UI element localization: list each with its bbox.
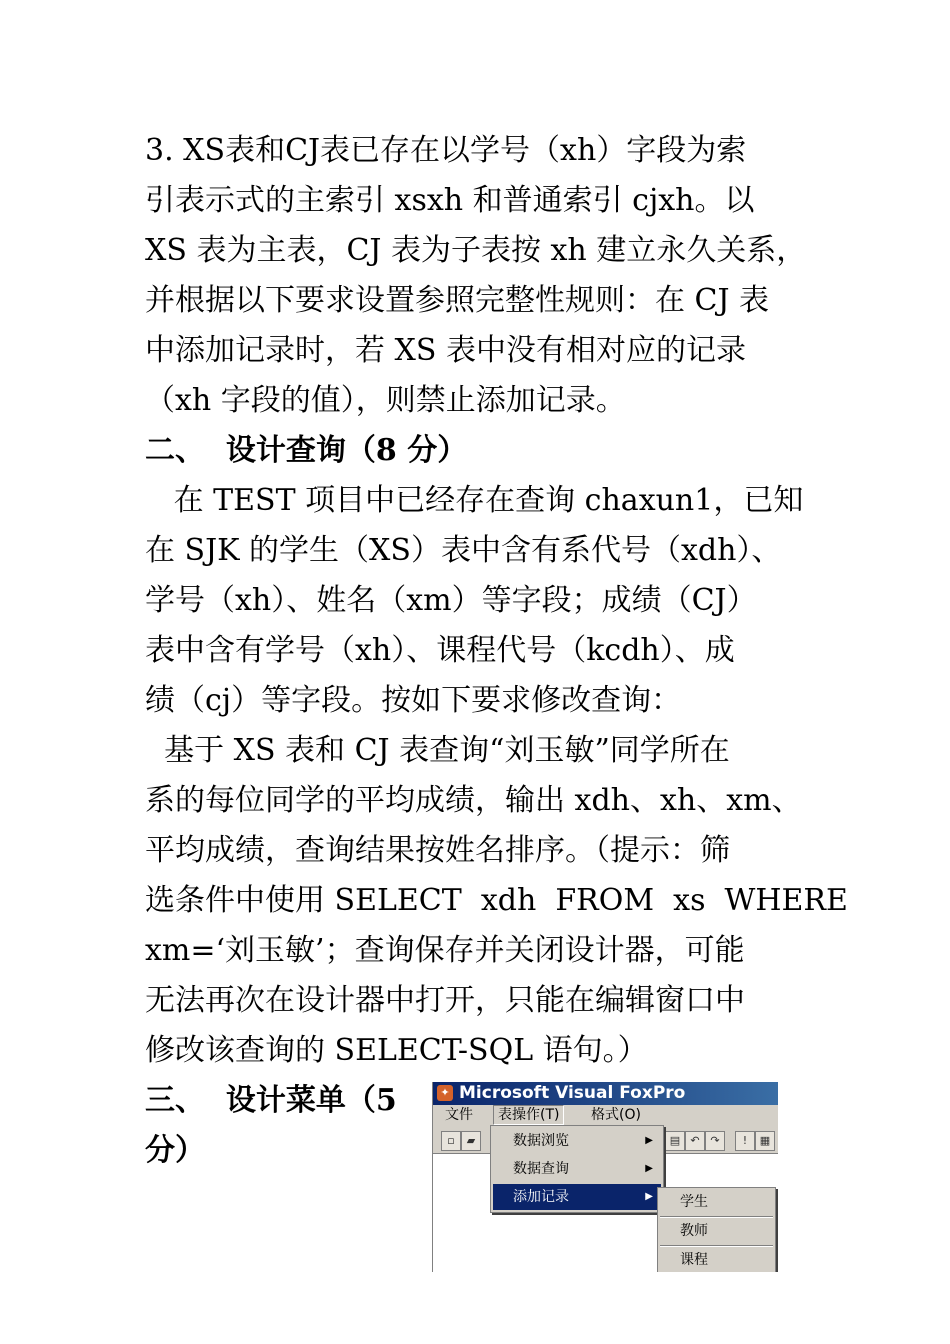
window-title: Microsoft Visual FoxPro xyxy=(459,1083,686,1103)
text-line: 表中含有学号（xh）、课程代号（kcdh）、成 xyxy=(145,633,735,668)
table-ops-dropdown xyxy=(490,1125,664,1213)
text-line: 无法再次在设计器中打开，只能在编辑窗口中 xyxy=(145,983,745,1018)
menu-format[interactable]: 格式(O) xyxy=(591,1107,641,1123)
text-line: 系的每位同学的平均成绩，输出 xdh、xh、xm、 xyxy=(145,783,802,818)
menu-table-ops[interactable]: 表操作(T) xyxy=(493,1105,564,1125)
menu-item-label: 数据浏览 xyxy=(513,1133,569,1149)
window-titlebar xyxy=(433,1082,778,1105)
submenu-item-teacher[interactable] xyxy=(660,1217,773,1245)
menu-item-add-record[interactable] xyxy=(493,1184,661,1210)
text-line: 绩（cj）等字段。按如下要求修改查询： xyxy=(145,683,682,718)
submenu-item-label: 学生 xyxy=(680,1194,708,1210)
submenu-arrow-icon: ▶ xyxy=(645,1135,653,1146)
new-file-icon[interactable]: ▫ xyxy=(441,1131,461,1151)
undo-icon[interactable]: ↶ xyxy=(685,1131,705,1151)
text-line: 基于 XS 表和 CJ 表查询“刘玉敏”同学所在 xyxy=(145,733,730,768)
section-heading-menu: 三、 设计菜单（5 xyxy=(145,1083,397,1118)
foxpro-screenshot xyxy=(432,1082,778,1272)
submenu-item-label: 课程 xyxy=(680,1252,708,1268)
menu-file[interactable]: 文件 xyxy=(445,1107,473,1123)
text-line: 学号（xh）、姓名（xm）等字段；成绩（CJ） xyxy=(145,583,757,618)
menu-item-browse[interactable] xyxy=(493,1128,661,1154)
text-line: 3. XS表和CJ表已存在以学号（xh）字段为索 xyxy=(145,133,747,168)
menu-item-label: 添加记录 xyxy=(513,1189,569,1205)
menubar xyxy=(433,1105,778,1125)
text-line: （xh 字段的值），则禁止添加记录。 xyxy=(145,383,626,418)
foxpro-logo-icon: ✦ xyxy=(437,1085,453,1101)
submenu-item-course[interactable] xyxy=(660,1246,773,1272)
submenu-arrow-icon: ▶ xyxy=(645,1191,653,1202)
redo-icon[interactable]: ↷ xyxy=(705,1131,725,1151)
text-line: 在 TEST 项目中已经存在查询 chaxun1，已知 xyxy=(145,483,804,518)
print-icon[interactable]: ▤ xyxy=(665,1131,685,1151)
submenu-item-label: 教师 xyxy=(680,1223,708,1239)
run-icon[interactable]: ! xyxy=(735,1131,755,1151)
text-line: 平均成绩，查询结果按姓名排序。（提示：筛 xyxy=(145,833,730,868)
menu-item-query[interactable] xyxy=(493,1156,661,1182)
submenu-arrow-icon: ▶ xyxy=(645,1163,653,1174)
text-line: 并根据以下要求设置参照完整性规则：在 CJ 表 xyxy=(145,283,770,318)
add-record-submenu xyxy=(657,1187,776,1272)
text-line: 中添加记录时，若 XS 表中没有相对应的记录 xyxy=(145,333,746,368)
text-line: 修改该查询的 SELECT-SQL 语句。） xyxy=(145,1033,648,1068)
section-heading-query: 二、 设计查询（8 分） xyxy=(145,433,468,468)
modify-icon[interactable]: ▦ xyxy=(755,1131,775,1151)
text-line: 在 SJK 的学生（XS）表中含有系代号（xdh）、 xyxy=(145,533,782,568)
open-folder-icon[interactable]: ▰ xyxy=(461,1131,481,1151)
section-heading-menu-cont: 分） xyxy=(145,1133,205,1168)
text-line: xm=‘刘玉敏’；查询保存并关闭设计器，可能 xyxy=(145,933,745,968)
menu-item-label: 数据查询 xyxy=(513,1161,569,1177)
text-line: 选条件中使用 SELECT xdh FROM xs WHERE xyxy=(145,883,848,918)
text-line: XS 表为主表，CJ 表为子表按 xh 建立永久关系， xyxy=(145,233,807,268)
submenu-item-student[interactable] xyxy=(660,1188,773,1216)
text-line: 引表示式的主索引 xsxh 和普通索引 cjxh。以 xyxy=(145,183,755,218)
